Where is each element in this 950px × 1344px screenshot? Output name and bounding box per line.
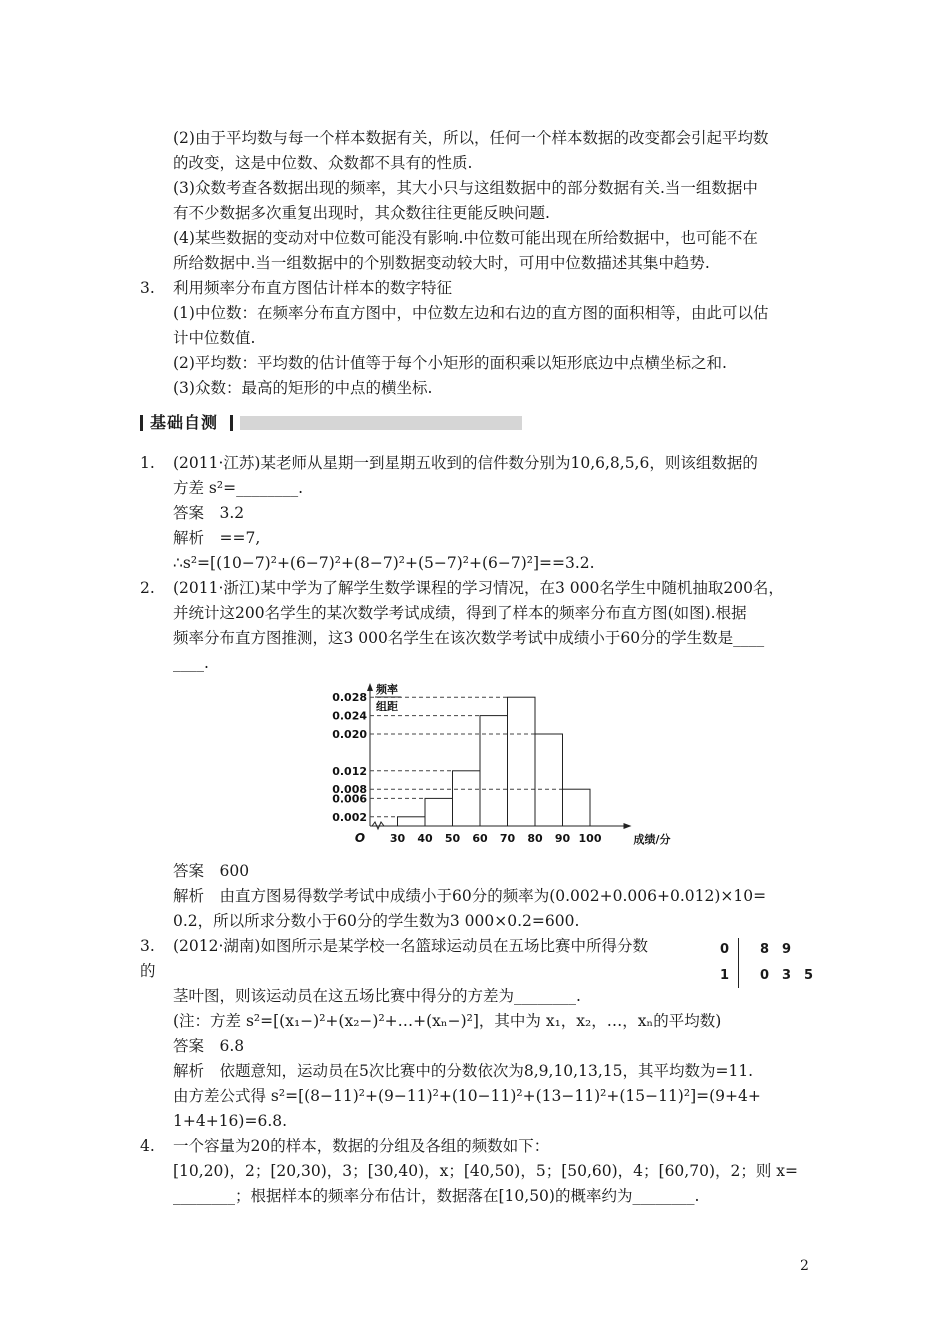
analysis: 解析 依题意知，运动员在5次比赛中的分数依次为8,9,10,13,15，其平均数为=11. bbox=[173, 1062, 754, 1080]
question-number: 2. bbox=[140, 579, 155, 597]
analysis: 解析 由直方图易得数学考试中成绩小于60分的频率为(0.002+0.006+0.012)×10= bbox=[173, 887, 767, 905]
y-tick-label: 0.002 bbox=[332, 810, 367, 824]
text-line: 计中位数值. bbox=[173, 329, 256, 347]
x-tick-label: 30 bbox=[389, 832, 406, 845]
answer: 答案 3.2 bbox=[173, 504, 245, 522]
question-text: 频率分布直方图推测，这3 000名学生在该次数学考试中成绩小于60分的学生数是____ bbox=[173, 629, 765, 647]
origin-label: O bbox=[354, 831, 366, 845]
text-line: 所给数据中.当一组数据中的个别数据变动较大时，可用中位数描述其集中趋势. bbox=[173, 254, 710, 272]
stem-0: 0 bbox=[720, 942, 730, 957]
histogram-bar bbox=[480, 716, 508, 826]
section-header-mark-left bbox=[140, 415, 143, 431]
question-text: 的 bbox=[140, 962, 156, 980]
x-tick-label: 70 bbox=[499, 832, 516, 845]
histogram-bar bbox=[563, 789, 591, 826]
x-tick-label: 90 bbox=[554, 832, 571, 845]
x-axis-label: 成绩/分 bbox=[633, 833, 671, 846]
section-header bbox=[140, 413, 522, 433]
y-axis-label-top: 频率 bbox=[376, 683, 398, 696]
histogram-bar bbox=[425, 798, 453, 826]
text-line: (1)中位数：在频率分布直方图中，中位数左边和右边的直方图的面积相等，由此可以估 bbox=[173, 304, 769, 322]
x-tick-label: 50 bbox=[444, 832, 461, 845]
question-text: 茎叶图，则该运动员在这五场比赛中得分的方差为________. bbox=[173, 987, 581, 1005]
y-tick-label: 0.008 bbox=[332, 783, 367, 797]
section-header-mark-right bbox=[230, 415, 233, 431]
answer: 答案 600 bbox=[173, 862, 250, 880]
leaf: 8 bbox=[760, 942, 770, 957]
analysis: ∴s²=[(10−7)²+(6−7)²+(8−7)²+(5−7)²+(6−7)²]==3.2. bbox=[173, 554, 595, 572]
question-text: 并统计这200名学生的某次数学考试成绩，得到了样本的频率分布直方图(如图).根据 bbox=[173, 604, 747, 622]
histogram-bar bbox=[398, 817, 426, 826]
analysis: 0.2，所以所求分数小于60分的学生数为3 000×0.2=600. bbox=[173, 912, 580, 930]
leaf: 9 bbox=[782, 942, 792, 957]
section-header-band bbox=[240, 416, 522, 430]
question-text: 方差 s²=________. bbox=[173, 479, 304, 497]
y-tick-label: 0.006 bbox=[332, 792, 367, 806]
y-tick-label: 0.024 bbox=[332, 709, 367, 723]
histogram-bar bbox=[535, 734, 563, 826]
question-text: (2011·浙江)某中学为了解学生数学课程的学习情况，在3 000名学生中随机抽取200名， bbox=[173, 579, 784, 597]
text-line: 的改变，这是中位数、众数都不具有的性质. bbox=[173, 154, 473, 172]
histogram-bar bbox=[508, 697, 536, 826]
text-line: (3)众数：最高的矩形的中点的横坐标. bbox=[173, 379, 433, 397]
leaf: 0 bbox=[760, 968, 770, 983]
question-note: (注：方差 s²=[(x₁−)²+(x₂−)²+…+(xₙ−)²]，其中为 x₁，x₂，…，xₙ的平均数) bbox=[173, 1012, 722, 1030]
analysis: 由方差公式得 s²=[(8−11)²+(9−11)²+(10−11)²+(13−11)²+(15−11)²]=(9+4+ bbox=[173, 1087, 761, 1105]
section-header-title: 基础自测 bbox=[150, 413, 219, 432]
question-text: 一个容量为20的样本，数据的分组及各组的频数如下： bbox=[173, 1137, 550, 1155]
question-text: (2011·江苏)某老师从星期一到星期五收到的信件数分别为10,6,8,5,6，则该组数据的 bbox=[173, 454, 758, 472]
leaf: 5 bbox=[804, 968, 814, 983]
y-tick-label: 0.028 bbox=[332, 691, 367, 705]
x-tick-label: 100 bbox=[578, 832, 602, 845]
question-text: ________；根据样本的频率分布估计，数据落在[10,50)的概率约为________. bbox=[173, 1187, 700, 1205]
text-line: (2)由于平均数与每一个样本数据有关，所以，任何一个样本数据的改变都会引起平均数 bbox=[173, 129, 769, 147]
question-number: 1. bbox=[140, 454, 155, 472]
leaf: 3 bbox=[782, 968, 792, 983]
text-line: (4)某些数据的变动对中位数可能没有影响.中位数可能出现在所给数据中，也可能不在 bbox=[173, 229, 758, 247]
item-number: 3. bbox=[140, 279, 155, 297]
question-text: ____. bbox=[173, 654, 209, 672]
y-axis-label-bottom: 组距 bbox=[376, 700, 398, 713]
x-tick-label: 80 bbox=[527, 832, 543, 845]
x-tick-label: 60 bbox=[472, 832, 488, 845]
text-line: (2)平均数：平均数的估计值等于每个小矩形的面积乘以矩形底边中点横坐标之和. bbox=[173, 354, 727, 372]
analysis: 1+4+16)=6.8. bbox=[173, 1112, 288, 1130]
question-text: (2012·湖南)如图所示是某学校一名篮球运动员在五场比赛中所得分数 bbox=[173, 937, 648, 955]
stem-leaf-divider bbox=[738, 938, 739, 988]
stem-leaf-plot bbox=[712, 938, 822, 990]
y-tick-label: 0.012 bbox=[332, 764, 367, 778]
x-tick-label: 40 bbox=[417, 832, 433, 845]
page-number: 2 bbox=[800, 1258, 809, 1274]
histogram-bar bbox=[453, 771, 481, 826]
y-axis-arrow bbox=[367, 683, 373, 691]
stem-1: 1 bbox=[720, 968, 730, 983]
x-axis-arrow bbox=[624, 823, 632, 829]
y-tick-label: 0.020 bbox=[332, 728, 367, 741]
answer: 答案 6.8 bbox=[173, 1037, 245, 1055]
question-number: 4. bbox=[140, 1137, 155, 1155]
text-line: 有不少数据多次重复出现时，其众数往往更能反映问题. bbox=[173, 204, 550, 222]
section-title: 利用频率分布直方图估计样本的数字特征 bbox=[173, 279, 453, 297]
frequency-histogram bbox=[330, 680, 671, 855]
question-text: [10,20)，2；[20,30)，3；[30,40)，x；[40,50)，5；[50,60)，4；[60,70)，2；则 x= bbox=[173, 1162, 799, 1180]
text-line: (3)众数考查各数据出现的频率，其大小只与这组数据中的部分数据有关.当一组数据中 bbox=[173, 179, 758, 197]
question-number: 3. bbox=[140, 937, 155, 955]
analysis: 解析 ==7, bbox=[173, 529, 261, 547]
